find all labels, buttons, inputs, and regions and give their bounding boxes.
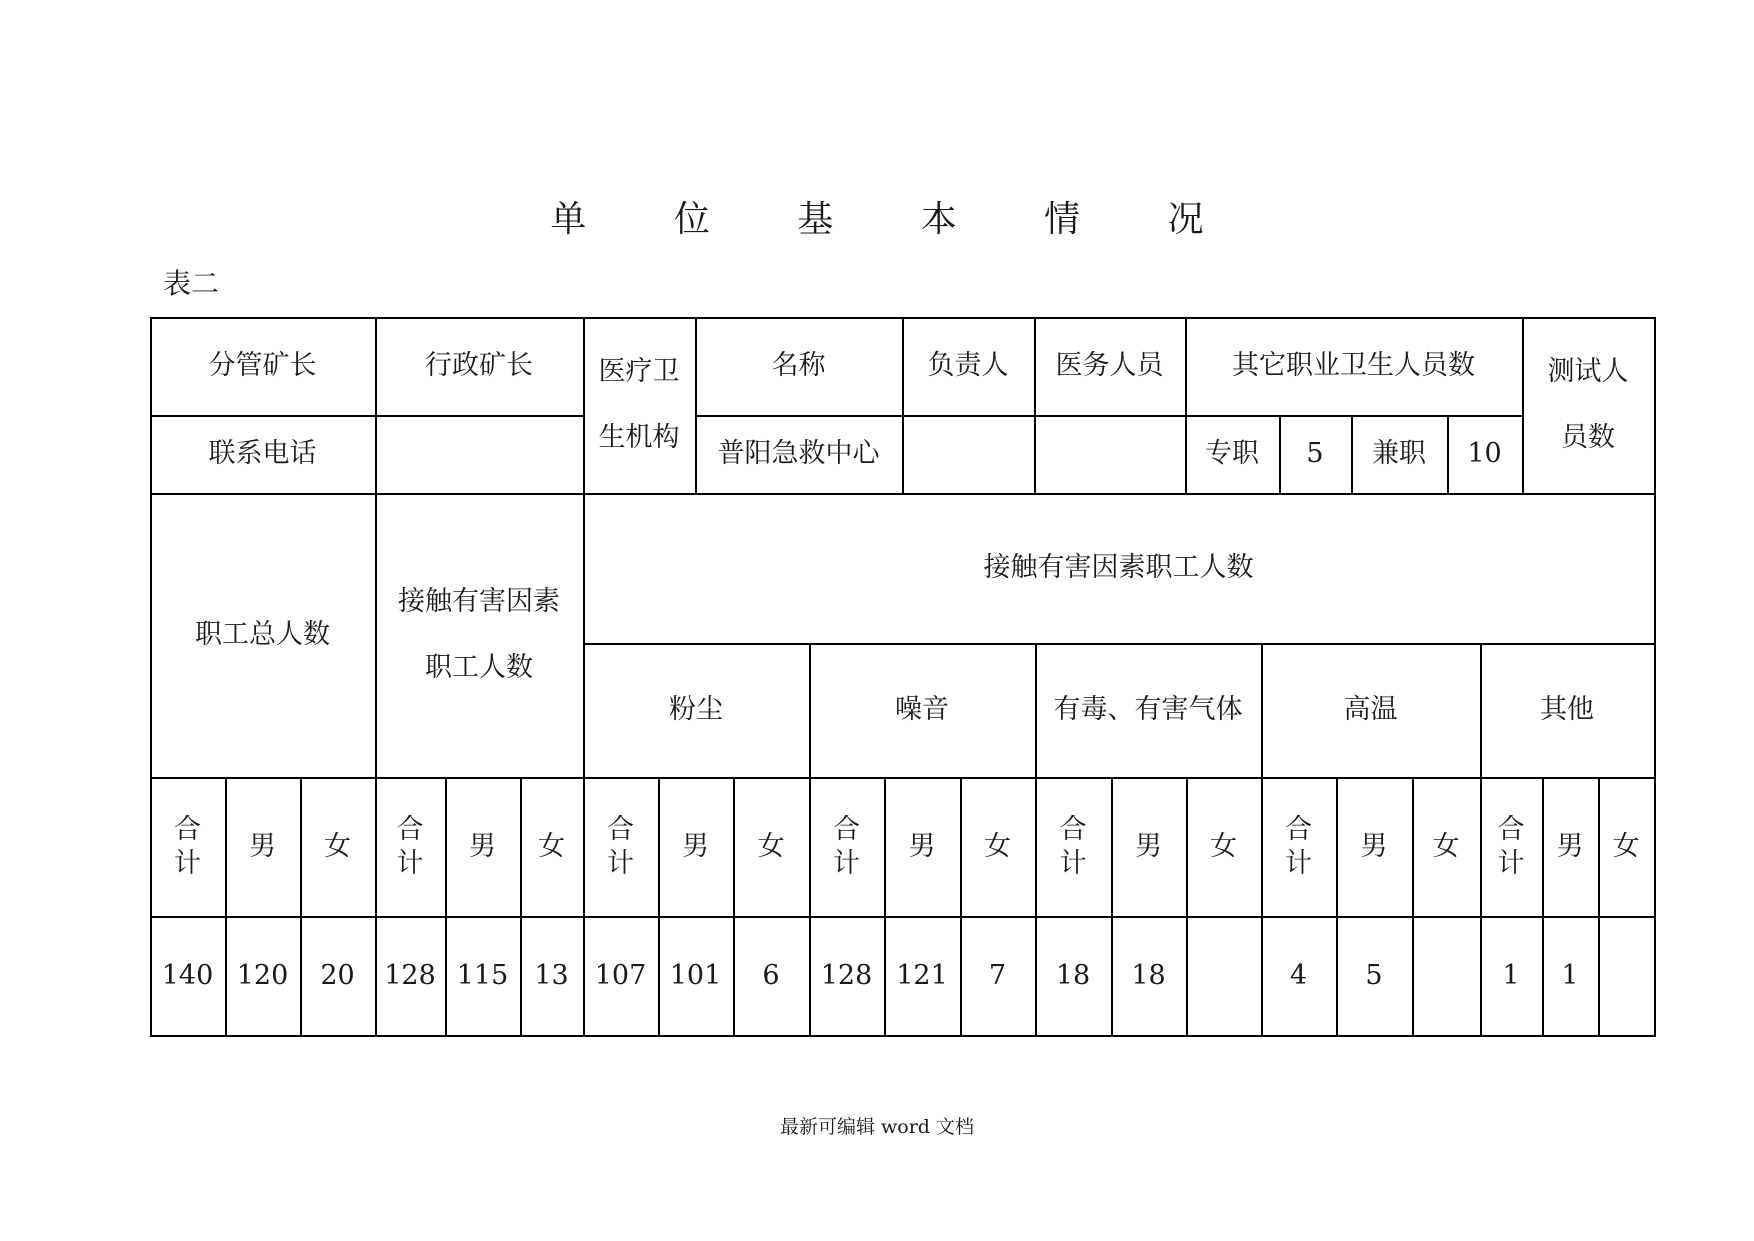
- grid-line-h: [150, 415, 585, 417]
- value-cell: 101: [669, 959, 722, 991]
- admin-mine-manager-label: 行政矿长: [425, 350, 533, 381]
- grid-line-v: [658, 777, 660, 1037]
- grid-line-v: [375, 493, 377, 779]
- grid-line-v: [1185, 317, 1187, 495]
- medical-org-label: 医疗卫 生机构: [598, 356, 680, 453]
- sub-header-total: 合 计: [833, 813, 860, 879]
- full-time-value: 5: [1306, 438, 1324, 469]
- grid-line-v: [1034, 317, 1036, 495]
- grid-line-v: [809, 643, 811, 779]
- value-cell: 20: [320, 959, 355, 991]
- grid-line-v: [150, 317, 152, 1037]
- medical-staff-value: [1034, 415, 1185, 493]
- grid-line-v: [884, 777, 886, 1037]
- value-cell: 128: [820, 959, 873, 991]
- grid-line-v: [1336, 777, 1338, 1037]
- grid-line-v: [1261, 643, 1263, 779]
- footer-note: 最新可编辑 word 文档: [779, 1116, 975, 1138]
- grid-line-v: [1598, 777, 1600, 1037]
- grid-line-v: [1654, 317, 1656, 1037]
- sub-header-female: 女: [1612, 830, 1640, 862]
- sub-header-female: 女: [1210, 830, 1237, 862]
- grid-line-v: [225, 777, 227, 1037]
- sub-header-male: 男: [908, 830, 936, 862]
- sub-header-female: 女: [1432, 830, 1460, 862]
- total-workers-label: 职工总人数: [195, 619, 330, 650]
- sub-header-total: 合 计: [396, 813, 424, 879]
- category-toxic-gas: 有毒、有害气体: [1053, 694, 1243, 725]
- grid-line-v: [583, 777, 585, 1037]
- org-name-value: 普阳急救中心: [717, 438, 880, 469]
- sub-header-male: 男: [1360, 830, 1388, 862]
- grid-line-v: [1542, 777, 1544, 1037]
- grid-line-v: [1412, 777, 1414, 1037]
- sub-header-male: 男: [469, 830, 496, 862]
- medical-staff-label: 医务人员: [1055, 350, 1164, 381]
- contact-phone-label: 联系电话: [208, 438, 317, 469]
- grid-line-v: [733, 777, 735, 1037]
- grid-line-v: [1447, 415, 1449, 495]
- value-cell: 7: [988, 959, 1007, 991]
- sub-header-male: 男: [682, 830, 709, 862]
- responsible-label: 负责人: [927, 350, 1009, 381]
- sub-header-female: 女: [757, 830, 785, 862]
- sub-header-total: 合 计: [607, 813, 634, 879]
- sub-header-female: 女: [538, 830, 565, 862]
- grid-line-v: [1351, 415, 1353, 495]
- value-cell: 128: [384, 959, 436, 991]
- grid-line-v: [960, 777, 962, 1037]
- contact-phone-value: [375, 415, 583, 493]
- other-staff-label: 其它职业卫生人员数: [1232, 350, 1475, 381]
- hazard-section-title: 接触有害因素职工人数: [983, 552, 1254, 583]
- value-cell: 4: [1289, 959, 1308, 991]
- grid-line-v: [1480, 777, 1482, 1037]
- sub-header-male: 男: [1556, 830, 1584, 862]
- grid-line-v: [1111, 777, 1113, 1037]
- value-cell: 5: [1365, 959, 1383, 991]
- grid-line-h: [695, 415, 1524, 417]
- sub-header-female: 女: [984, 830, 1011, 862]
- sub-header-total: 合 计: [1497, 813, 1525, 879]
- grid-line-v: [375, 777, 377, 1037]
- value-cell: [1598, 916, 1654, 1035]
- grid-line-v: [1035, 643, 1037, 779]
- grid-line-v: [1186, 777, 1188, 1037]
- sub-header-total: 合 计: [1059, 813, 1087, 879]
- grid-line-v: [300, 777, 302, 1037]
- value-cell: [1412, 916, 1480, 1035]
- grid-line-v: [520, 777, 522, 1037]
- tester-count-label: 测试人 员数: [1547, 356, 1629, 453]
- grid-line-h: [583, 643, 1656, 645]
- part-time-value: 10: [1467, 438, 1502, 469]
- value-cell: 1: [1502, 959, 1520, 991]
- part-time-label: 兼职: [1372, 438, 1426, 469]
- sub-header-male: 男: [249, 830, 276, 862]
- category-high-temp: 高温: [1343, 694, 1398, 725]
- value-cell: 6: [762, 959, 780, 991]
- value-cell: [1186, 916, 1261, 1035]
- grid-line-v: [902, 317, 904, 495]
- grid-line-v: [809, 777, 811, 1037]
- sub-header-total: 合 计: [174, 813, 201, 879]
- grid-line-v: [583, 317, 585, 495]
- grid-line-v: [445, 777, 447, 1037]
- grid-line-v: [1522, 317, 1524, 495]
- sub-header-total: 合 计: [1285, 813, 1312, 879]
- value-cell: 107: [594, 959, 647, 991]
- value-cell: 120: [236, 959, 289, 991]
- grid-line-v: [1261, 777, 1263, 1037]
- grid-line-v: [1480, 643, 1482, 779]
- value-cell: 1: [1561, 959, 1579, 991]
- category-noise: 噪音: [895, 694, 949, 725]
- category-dust: 粉尘: [669, 694, 723, 725]
- category-other: 其他: [1540, 694, 1594, 725]
- value-cell: 140: [161, 959, 214, 991]
- responsible-value: [902, 415, 1034, 493]
- grid-line-v: [583, 493, 585, 779]
- unit-info-table: [150, 317, 1654, 1035]
- page-title: 单 位 基 本 情 况: [550, 199, 1242, 240]
- hazard-exposed-label: 接触有害因素 职工人数: [398, 586, 560, 683]
- grid-line-v: [375, 317, 377, 495]
- grid-line-v: [1279, 415, 1281, 495]
- grid-line-v: [1035, 777, 1037, 1037]
- value-cell: 18: [1055, 959, 1091, 991]
- table-label: 表二: [163, 267, 220, 300]
- grid-line-v: [695, 317, 697, 495]
- value-cell: 121: [896, 959, 948, 991]
- value-cell: 18: [1131, 959, 1166, 991]
- sub-header-male: 男: [1135, 830, 1162, 862]
- value-cell: 13: [534, 959, 569, 991]
- value-cell: 115: [456, 959, 509, 991]
- sub-header-female: 女: [324, 830, 351, 862]
- deputy-mine-manager-label: 分管矿长: [208, 350, 317, 381]
- name-label: 名称: [771, 350, 826, 381]
- full-time-label: 专职: [1205, 438, 1259, 469]
